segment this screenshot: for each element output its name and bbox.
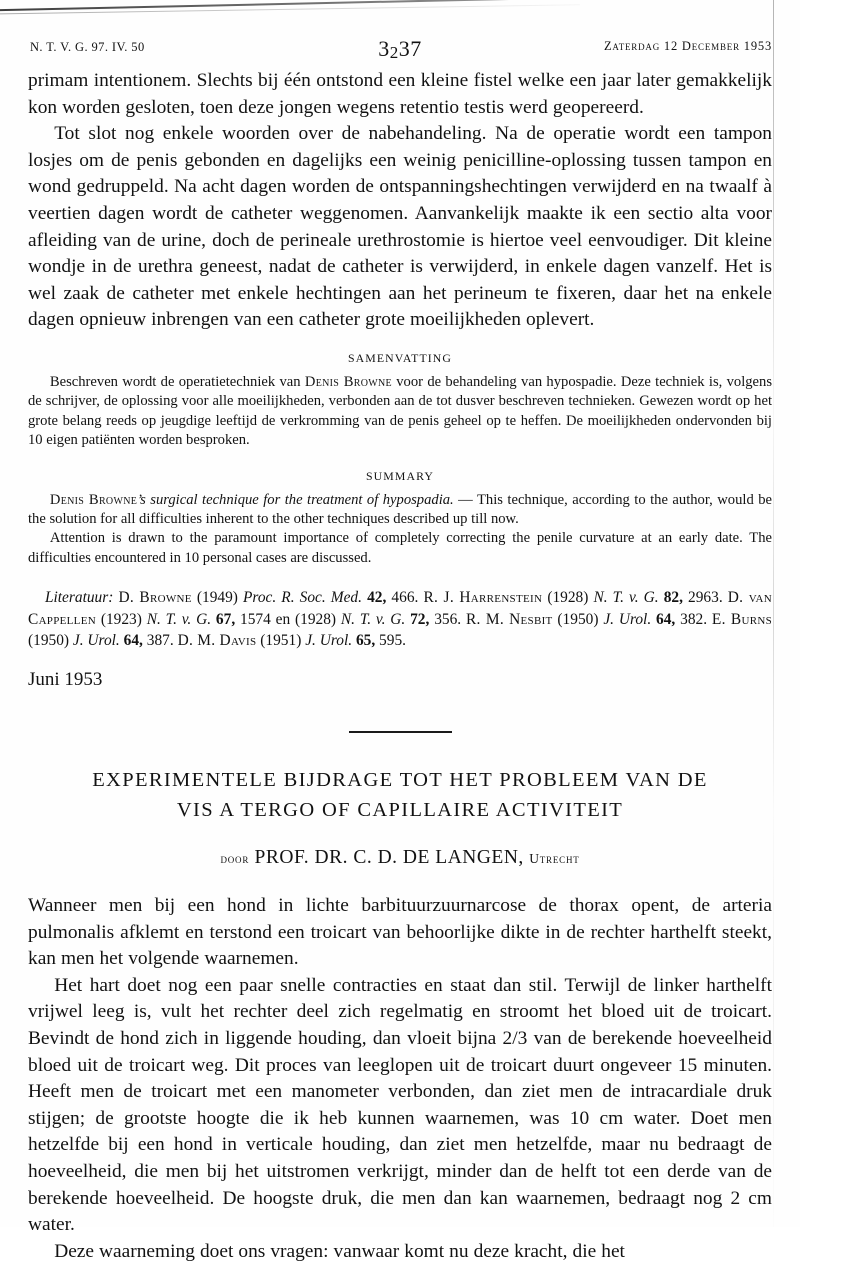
text-column <box>28 68 772 1265</box>
section-divider <box>28 720 772 738</box>
literature-year: (1949) <box>196 589 238 607</box>
literature-year: (1950) <box>28 632 70 650</box>
body-paragraph: Tot slot nog enkele woorden over de nabehandeling. Na de operatie wordt een tampon losjes om de penis gebonden en dagelijks een weinig penicilline-oplossing tussen tampon en wond gedruppeld. Na acht dagen worden de ontspanningshechtingen verwijderd en na twaalf à veertien dagen wordt de catheter weggenomen. Aanvankelijk maakte ik een sectio alta voor afleiding van de urine, doch de perineale urethrostomie is hiertoe veel eenvoudiger. Dit kleine wondje in de urethra geneest, nadat de catheter is verwijderd, in enkele dagen vanzelf. Het is wel zaak de catheter met enkele hechtingen aan het perineum te fixeren, daar het na enkele dagen opnieuw inbrengen van een catheter grote moeilijkheden oplevert. <box>28 123 772 331</box>
summary-article-title: ’s surgical technique for the treatment of hypospadia. <box>137 491 454 508</box>
literature-author: D. van Cappellen <box>28 589 773 628</box>
literature-volume: 72, <box>410 610 430 628</box>
literature-author: R. J. Harrenstein <box>423 589 543 607</box>
literature-year: (1951) <box>260 632 302 650</box>
literature-page: 1574 en <box>240 610 291 628</box>
literature-journal: J. Urol. <box>603 610 652 628</box>
literature-page: 595. <box>379 632 406 650</box>
byline-author: PROF. DR. C. D. DE LANGEN, <box>254 846 524 868</box>
scan-edge-artifact-right <box>773 0 774 1227</box>
author-name-smallcaps: Denis Browne <box>304 373 392 390</box>
body-paragraph: Het hart doet nog een paar snelle contracties en staat dan stil. Terwijl de linker harthelft vrijwel leeg is, vult het rechter deel zich regelmatig en stroomt het bloed uit de troicart. Bevindt de hond zich in liggende houding, dan vloeit bijna 2/3 van de berekende hoeveelheid bloed uit de troicart weg. Dit proces van leeglopen uit de troicart duurt ongeveer 15 minuten. Heeft men de troicart met een manometer verbonden, dan ziet men de intracardiale druk stijgen; de grootste hoogte die ik heb kunnen waarnemen, was 10 cm water. Doet men hetzelfde bij een hond in verticale houding, dan ziet men hetzelfde, maar nu bedraagt de hoeveelheid, die men bij het uitstromen verkrijgt, minder dan de helft tot een derde van de berekende hoeveelheid. De hoogste druk, die men dan kan waarnemen, bedraagt nog 2 cm water. <box>28 974 772 1236</box>
byline-city: Utrecht <box>529 850 580 866</box>
issue-date: Zaterdag 12 December 1953 <box>603 39 772 53</box>
summary-heading: SUMMARY <box>365 468 434 483</box>
literature-page: 356. <box>434 610 462 628</box>
literature-page: 382. <box>680 610 708 628</box>
samenvatting-text: Beschreven wordt de operatietechniek van Denis Browne voor de behandeling van hypospadie. Deze techniek is, volgens de schrijver, de oplossing voor alle moeilijkheden, verbonden aan de tot dusver beschreven technieken. Gewezen wordt op het grote belang reeds op jeugdige leeftijd de verkromming van de penis geheel op te heffen. De moeilijkheden ondervonden bij 10 eigen patiënten worden besproken. <box>28 373 772 449</box>
summary-paragraph: Denis Browne’s surgical technique for the treatment of hypospadia. — This technique, according to the author, would be the solution for all difficulties inherent to the other techniques described up till now. <box>28 491 772 527</box>
literature-author: D. Browne <box>118 589 192 607</box>
literature-volume: 65, <box>355 632 376 650</box>
samenvatting-heading: SAMENVATTING <box>347 350 453 365</box>
literature-list <box>28 587 772 652</box>
literature-volume: 82, <box>663 589 683 607</box>
literature-label: Literatuur: <box>44 589 114 607</box>
scan-edge-artifact-top-secondary <box>0 4 580 15</box>
body-paragraph: Wanneer men bij een hond in lichte barbituurzuurnarcose de thorax opent, de arteria pulmonalis afklemt en terstond een troicart van behoorlijke dikte in de rechter harthelft steekt, kan men het volgende waarnemen. <box>28 894 772 970</box>
article-title: EXPERIMENTELE BIJDRAGE TOT HET PROBLEEM VAN DE VIS A TERGO OF CAPILLAIRE ACTIVITEIT <box>92 768 708 821</box>
scan-edge-artifact-top <box>0 0 860 12</box>
literature-journal: Proc. R. Soc. Med. <box>243 589 362 607</box>
literature-year: (1923) <box>100 610 142 628</box>
literature-journal: J. Urol. <box>72 632 120 650</box>
author-name-smallcaps: Denis Browne <box>49 491 138 508</box>
journal-issue-reference: N. T. V. G. 97. IV. 50 <box>30 40 145 54</box>
literature-volume: 64, <box>656 610 676 628</box>
summary-paragraph: Attention is drawn to the paramount importance of completely correcting the penile curvature at an early date. The difficulties encountered in 10 personal cases are discussed. <box>28 530 772 566</box>
literature-year: (1928) <box>295 610 337 628</box>
literature-author: D. M. Davis <box>177 632 257 650</box>
literature-author: R. M. Nesbit <box>465 610 553 628</box>
literature-volume: 67, <box>215 610 236 628</box>
literature-journal: J. Urol. <box>305 632 353 650</box>
literature-page: 466. <box>391 589 419 607</box>
literature-page: 387. <box>146 632 174 650</box>
literature-year: (1928) <box>547 589 589 607</box>
running-head <box>28 36 772 60</box>
literature-year: (1950) <box>557 610 599 628</box>
literature-volume: 42, <box>367 589 387 607</box>
literature-volume: 64, <box>123 632 143 650</box>
literature-journal: N. T. v. G. <box>593 589 659 607</box>
literature-entries <box>28 589 772 649</box>
article-byline <box>28 847 772 869</box>
submission-date: Juni 1953 <box>28 668 103 690</box>
literature-page: 2963. <box>688 589 723 607</box>
literature-author: E. Burns <box>711 610 772 628</box>
body-paragraph: Deze waarneming doet ons vragen: vanwaar komt nu deze kracht, die het <box>54 1240 625 1262</box>
byline-door: door <box>220 850 250 866</box>
body-paragraph: primam intentionem. Slechts bij één ontstond een kleine fistel welke een jaar later gemakkelijk kon worden gesloten, toen deze jongen wegens retentio testis werd geopereerd. <box>28 70 772 118</box>
literature-journal: N. T. v. G. <box>146 610 212 628</box>
page-number: 3237 <box>378 36 422 62</box>
literature-journal: N. T. v. G. <box>340 610 406 628</box>
